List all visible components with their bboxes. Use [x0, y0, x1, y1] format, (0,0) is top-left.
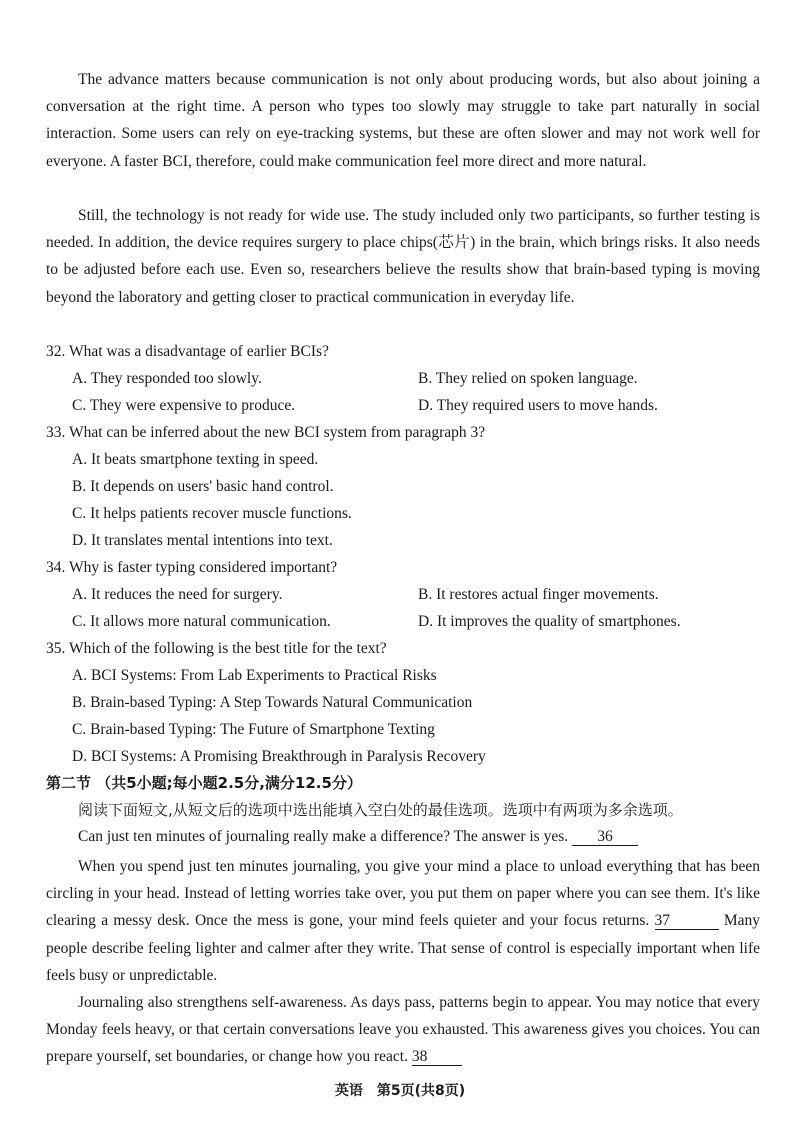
- question-33-option-c: C. It helps patients recover muscle functions.: [72, 505, 352, 522]
- question-32-option-d: D. They required users to move hands.: [418, 397, 658, 414]
- question-34-option-b: B. It restores actual finger movements.: [418, 586, 659, 603]
- question-35-option-b: B. Brain-based Typing: A Step Towards Natural Communication: [72, 694, 473, 711]
- question-32-option-a: A. They responded too slowly.: [72, 370, 262, 387]
- answer-blank-37[interactable]: 37: [655, 912, 719, 930]
- question-35-stem: 35. Which of the following is the best title for the text?: [46, 640, 387, 657]
- question-33-option-d: D. It translates mental intentions into text.: [72, 532, 333, 549]
- question-33-stem: 33. What can be inferred about the new BCI system from paragraph 3?: [46, 424, 486, 441]
- passage-paragraph-1-text: The advance matters because communication is not only about producing words, but also about joining a conversation at the right time. A person who types too slowly may struggle to take part naturally in social interaction. Some users can rely on eye-tracking systems, but these are often slower and may not work well for everyone. A faster BCI, therefore, could make communication feel more direct and more natural.: [46, 71, 760, 170]
- cloze-paragraph-2: [46, 989, 760, 1071]
- cloze-paragraph-1-text-a: When you spend just ten minutes journaling, you give your mind a place to unload everything that has been circling in your head. Instead of letting worries take over, you put them on paper where you can see them. It's like clearing a messy desk. Once the mess is gone, your mind feels quieter and your focus returns.: [46, 858, 760, 930]
- question-35-option-a: A. BCI Systems: From Lab Experiments to Practical Risks: [72, 667, 437, 684]
- question-33-option-a: A. It beats smartphone texting in speed.: [72, 451, 319, 468]
- question-32-option-b: B. They relied on spoken language.: [418, 370, 638, 387]
- question-34-option-c: C. It allows more natural communication.: [72, 613, 331, 630]
- cloze-paragraph-1: [46, 853, 760, 989]
- cloze-intro-line: [78, 827, 638, 847]
- question-32-option-c: C. They were expensive to produce.: [72, 397, 296, 414]
- section-2-heading: 第二节 （共5小题;每小题2.5分,满分12.5分）: [46, 774, 362, 792]
- question-35-option-c: C. Brain-based Typing: The Future of Smartphone Texting: [72, 721, 435, 738]
- cloze-paragraph-1-text-b: Many people describe feeling lighter and calmer after they write. That sense of control is especially important when life feels busy or unpredictable.: [46, 912, 761, 984]
- question-34-option-a: A. It reduces the need for surgery.: [72, 586, 283, 603]
- question-34-option-d: D. It improves the quality of smartphones.: [418, 613, 681, 630]
- cloze-paragraph-2-text: Journaling also strengthens self-awareness. As days pass, patterns begin to appear. You may notice that every Monday feels heavy, or that certain conversations leave you exhausted. This awareness gives you choices. You can prepare yourself, set boundaries, or change how you react.: [46, 994, 760, 1066]
- section-2-instruction: 阅读下面短文,从短文后的选项中选出能填入空白处的最佳选项。选项中有两项为多余选项。: [78, 801, 683, 819]
- answer-blank-36[interactable]: 36: [572, 828, 638, 846]
- question-32-stem: 32. What was a disadvantage of earlier BCIs?: [46, 343, 329, 360]
- answer-blank-38[interactable]: 38: [412, 1048, 462, 1066]
- question-35-option-d: D. BCI Systems: A Promising Breakthrough in Paralysis Recovery: [72, 748, 486, 765]
- question-33-option-b: B. It depends on users' basic hand control.: [72, 478, 334, 495]
- page-footer: 英语 第5页(共8页): [334, 1083, 466, 1099]
- passage-paragraph-1: [46, 66, 760, 175]
- cloze-intro-text: Can just ten minutes of journaling really make a difference? The answer is yes.: [78, 828, 569, 845]
- question-34-stem: 34. Why is faster typing considered important?: [46, 559, 338, 576]
- passage-paragraph-2: [46, 202, 760, 311]
- passage-paragraph-2-text: Still, the technology is not ready for wide use. The study included only two participants, so further testing is needed. In addition, the device requires surgery to place chips(芯片) in the brain, which brings risks. It also needs to be adjusted before each use. Even so, researchers believe the results show that brain-based typing is moving beyond the laboratory and getting closer to practical communication in everyday life.: [46, 207, 760, 306]
